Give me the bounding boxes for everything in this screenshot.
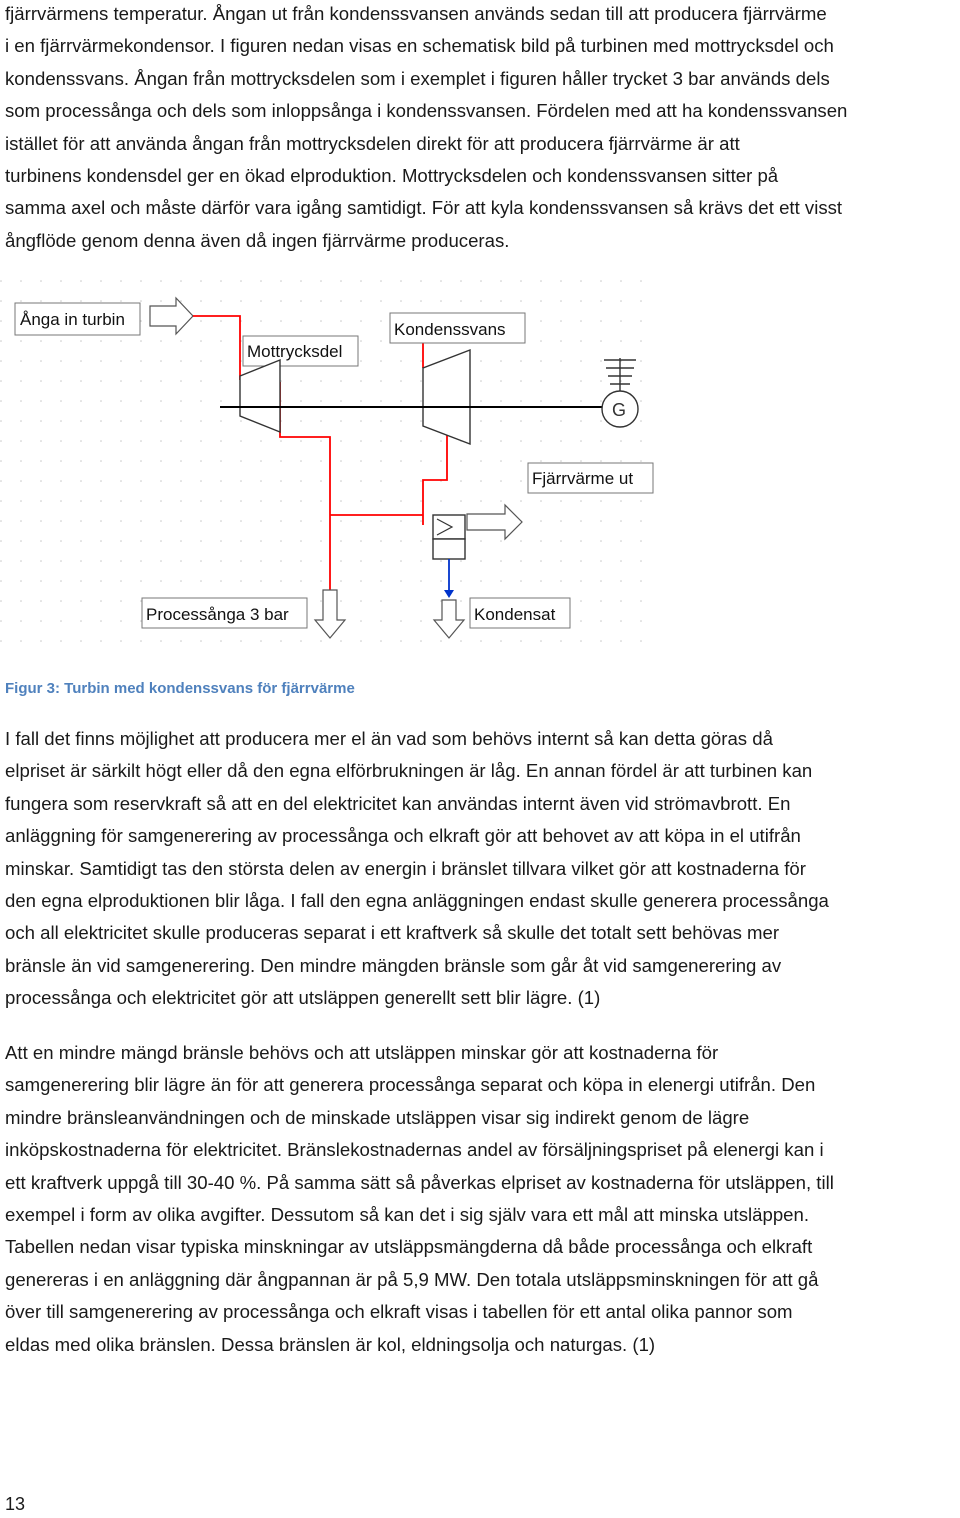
- text-line: ångflöde genom denna även då ingen fjärrvärme produceras.: [5, 229, 510, 251]
- body-paragraph-2: [5, 723, 957, 1015]
- turbine-schematic-figure: [0, 280, 700, 650]
- figure-caption: Figur 3: Turbin med kondenssvans för fjärrvärme: [5, 680, 355, 697]
- district-heat-condenser-icon: [433, 515, 465, 559]
- condensing-tail-label: Kondenssvans: [394, 320, 506, 339]
- text-line: i en fjärrvärmekondensor. I figuren nedan visas en schematisk bild på turbinen med mottrycksdel och: [5, 35, 834, 57]
- process-steam-label: Processånga 3 bar: [146, 605, 289, 624]
- district-heat-label: Fjärrvärme ut: [532, 469, 634, 488]
- body-paragraph-3: [5, 1037, 957, 1361]
- text-line: den egna elproduktionen blir låga. I fall den egna anläggningen endast skulle generera processånga: [5, 890, 829, 912]
- text-line: fjärrvärmens temperatur. Ångan ut från kondenssvansen används sedan till att producera fjärrvärme: [5, 3, 827, 24]
- text-line: exempel i form av olika avgifter. Dessutom så kan det i sig själv vara ett mål att minska utsläppen.: [5, 1204, 810, 1226]
- text-line: turbinens kondensdel ger en ökad elproduktion. Mottrycksdelen och kondenssvansen sitter på: [5, 165, 779, 187]
- condensing-tail-label-box: [390, 313, 525, 343]
- text-line: minskar. Samtidigt tas den största delen av energin i bränslet tillvara vilket gör att kostnaderna för: [5, 857, 806, 879]
- text-line: eldas med olika bränslen. Dessa bränslen är kol, eldningsolja och naturgas. (1): [5, 1333, 656, 1355]
- text-line: I fall det finns möjlighet att producera mer el än vad som behövs internt så kan detta göras då: [5, 728, 773, 749]
- page-number: 13: [5, 1494, 26, 1514]
- text-line: fungera som reservkraft så att en del elektricitet kan användas internt även vid strömavbrott. En: [5, 792, 791, 814]
- text-line: anläggning för samgenerering av processånga och elkraft gör att behovet av att köpa in el utifrån: [5, 825, 801, 847]
- condensate-label-box: [470, 598, 570, 628]
- text-line: ett kraftverk uppgå till 30-40 %. På samma sätt så påverkas elpriset av kostnaderna för utsläppen, till: [5, 1171, 834, 1193]
- steam-in-label-box: [15, 303, 140, 335]
- backpressure-label: Mottrycksdel: [247, 342, 343, 361]
- text-line: istället för att använda ångan från mottrycksdelen direkt för att producera fjärrvärme är att: [5, 132, 740, 154]
- process-steam-label-box: [142, 598, 307, 628]
- text-line: samgenerering blir lägre än för att generera processånga separat och köpa in elenergi utifrån. Den: [5, 1074, 816, 1096]
- backpressure-label-box: [243, 336, 358, 366]
- text-line: som processånga och dels som inloppsånga i kondenssvansen. Fördelen med att ha kondenssvansen: [5, 100, 848, 122]
- steam-in-label: Ånga in turbin: [20, 310, 125, 329]
- text-line: bränsle än vid samgenerering. Den mindre mängden bränsle som går åt vid samgenerering av: [5, 954, 782, 976]
- district-heat-label-box: [528, 463, 653, 493]
- intro-paragraph: [5, 0, 957, 257]
- text-line: över till samgenerering av processånga och elkraft visas i tabellen för ett antal olika pannor som: [5, 1301, 793, 1323]
- text-line: samma axel och måste därför vara igång samtidigt. För att kyla kondenssvansen så krävs det ett visst: [5, 197, 843, 219]
- condensate-label: Kondensat: [474, 605, 556, 624]
- text-line: Tabellen nedan visar typiska minskningar av utsläppsmängderna då både processånga och elkraft: [5, 1236, 813, 1258]
- text-line: och all elektricitet skulle produceras separat i ett kraftverk så skulle det totalt sett behövas mer: [5, 922, 780, 944]
- text-line: elpriset är särkilt högt eller då den egna elförbrukningen är låg. En annan fördel är att turbinen kan: [5, 760, 813, 782]
- text-line: kondenssvans. Ångan från mottrycksdelen som i exemplet i figuren håller trycket 3 bar används dels: [5, 67, 830, 89]
- text-line: genereras i en anläggning där ångpannan är på 5,9 MW. Den totala utsläppsminskningen för att gå: [5, 1268, 819, 1290]
- text-line: inköpskostnaderna för elektricitet. Bränslekostnadernas andel av försäljningspriset på elenergi kan i: [5, 1139, 824, 1161]
- generator-letter: G: [612, 400, 627, 420]
- text-line: Att en mindre mängd bränsle behövs och att utsläppen minskar gör att kostnaderna för: [5, 1042, 719, 1063]
- text-line: processånga och elektricitet gör att utsläppen generellt sett blir lägre. (1): [5, 987, 601, 1009]
- text-line: mindre bränsleanvändningen och de minskade utsläppen visar sig indirekt genom de lägre: [5, 1106, 750, 1128]
